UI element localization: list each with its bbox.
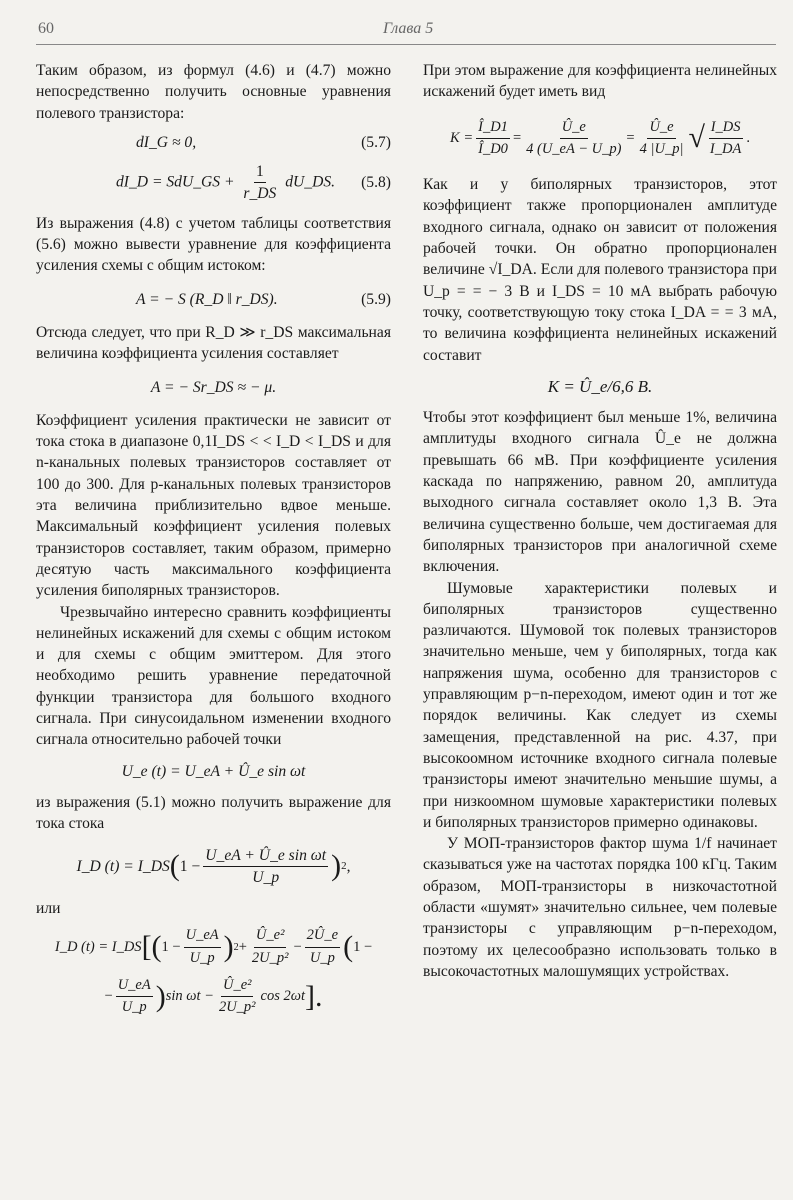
equation-distortion-value: K = Û_e/6,6 В. xyxy=(547,376,653,396)
paragraph: Таким образом, из формул (4.6) и (4.7) можно непосредственно получить основные уравнения полевого транзистора: xyxy=(36,62,391,122)
equation-expanded-line1: I_D (t) = I_DS [( 1 − $\frac{U\_eA}{U\_p}$ ) 2 + $\frac{\text{Û\_e²}}{\text{2U\_p²}}$ − $\frac{2Û\_e}{U\_p}$ ( 1 − xyxy=(36,925,391,969)
paragraph: Чрезвычайно интересно сравнить коэффициенты нелинейных искажений для схемы с общим истоком и для схемы с общим эмиттером. Для этого необходимо решить уравнение передаточной функции транзистора для большого входного сигнала. При синусоидальном изменении входного сигнала относительно рабочей точки xyxy=(36,603,391,749)
equation-expanded-line2: − $\frac{U\_eA}{U\_p}$ ) sin ωt − $\frac{\text{Û\_e²}}{\text{2U\_p²}}$ cos 2ωt ]. xyxy=(36,975,391,1019)
equation-number: (5.8) xyxy=(361,174,391,192)
equation-mu: A = − Sr_DS ≈ − μ. xyxy=(150,378,277,396)
paragraph: У МОП-транзисторов фактор шума 1/f начинает сказываться уже на частотах порядка 100 кГц. Таким образом, МОП-транзисторы в низкочастотной области «шумят» значительно сильнее, чем полевые транзисторы с управляющим p−n-переходом, поэтому их целесообразно использовать только в высокочастотных малошумящих устройствах. xyxy=(423,835,777,980)
paragraph: Чтобы этот коэффициент был меньше 1%, величина амплитуды входного сигнала Û_e не должна превышать 66 мВ. При коэффициенте усиления каскада по напряжению, равном 20, амплитуда выходного сигнала составляет около 1,3 В. Эта величина существенно больше, чем достигаемая для биполярных транзисторов при аналогичной схеме включения. xyxy=(423,409,777,576)
equation-5-9 xyxy=(36,289,391,310)
equation-lhs: I_D (t) = I_DS xyxy=(76,857,170,875)
equation-rhs: dU_DS. xyxy=(285,173,336,191)
paragraph: Как и у биполярных транзисторов, этот коэффициент также пропорционален амплитуде входного сигнала, однако он зависит от положения рабочей точки. Он обратно пропорционален величине √I_DA. Если для полевого транзистора при U_p = = − 3 В и I_DS = 10 мА выбрать рабочую точку, соответствующую току стока I_DA = = 3 мА, то величина коэффициента нелинейных искажений составит xyxy=(423,176,777,364)
paragraph: из выражения (5.1) можно получить выражение для тока стока xyxy=(36,793,391,833)
chapter-title: Глава 5 xyxy=(383,20,434,37)
fraction: $\frac{Û\_e}{4 |U\_p|}$ xyxy=(639,118,684,157)
paragraph: При этом выражение для коэффициента нелинейных искажений будет иметь вид xyxy=(423,62,777,101)
equation-body: dI_G ≈ 0, xyxy=(136,133,197,151)
paragraph: Коэффициент усиления практически не зависит от тока стока в диапазоне 0,1I_DS < < I_D < I_DS и для n-канальных полевых транзисторов составляет от 100 до 300. Для p-канальных полевых транзисторов эта величина приблизительно вдвое меньше. Максимальный коэффициент усиления полевых транзисторов составляет, таким образом, примерно десятую часть максимального коэффициента усиления биполярных транзисторов. xyxy=(36,411,391,600)
fraction: $\frac{\text{Û\_e²}}{\text{2U\_p²}}$ xyxy=(218,976,256,1016)
fraction: $\frac{1}{r\_DS}$ xyxy=(243,163,277,203)
paragraph: Из выражения (4.8) с учетом таблицы соответствия (5.6) можно вывести уравнение для коэффициента усиления схемы с общим истоком: xyxy=(36,214,391,275)
fraction: $\frac{2Û\_e}{U\_p}$ xyxy=(306,927,339,966)
equation-distortion: K = $\frac{Î\_D1}{Î\_D0}$ = $\frac{Û\_e}{4 (U\_eA - U\_p)}$ = $\frac{Û\_e}{4 |U\_p|}$ √ $\frac{I\_DS}{I\_DA}$ . xyxy=(423,117,777,161)
fraction: $\frac{Î\_D1}{Î\_D0}$ xyxy=(478,118,508,157)
fraction: $\frac{U\_eA}{U\_p}$ xyxy=(185,927,219,966)
paragraph: Отсюда следует, что при R_D ≫ r_DS максимальная величина коэффициента усиления составляет xyxy=(36,323,391,363)
right-column xyxy=(423,60,777,982)
equation-drain-current: I_D (t) = I_DS ( 1 − $\frac{\text{U\_eA + Û\_e sin ωt}}{U\_p}$ ) 2 , xyxy=(36,845,391,889)
equation-number: (5.9) xyxy=(361,290,391,308)
equation-lhs: dI_D = SdU_GS + xyxy=(116,173,235,191)
left-column xyxy=(36,60,391,1023)
paragraph: Шумовые характеристики полевых и биполярных транзисторов существенно различаются. Шумовой ток полевых транзисторов значительно меньше, чем у биполярных, тогда как напряжения шума, особенно для транзисторов с управляющим p−n-переходом, имеют один и тот же порядок величины. Как следует из схемы замещения, представленной на рис. 4.37, при высокоомном источнике входного сигнала полевые транзисторы имеют значительно меньшие шумы, а при низкоомном шумовые характеристики полевых и биполярных транзисторов примерно одинаковы. xyxy=(423,579,777,831)
fraction: $\frac{I\_DS}{I\_DA}$ xyxy=(709,118,742,157)
fraction: $\frac{Û\_e}{4 (U\_eA - U\_p)}$ xyxy=(526,118,622,157)
equation-number: (5.7) xyxy=(361,133,391,151)
page-number: 60 xyxy=(38,20,54,37)
equation-body: A = − S (R_D ‖ r_DS). xyxy=(136,290,278,308)
fraction: $\frac{U\_eA}{U\_p}$ xyxy=(117,976,151,1016)
fraction: $\frac{\text{Û\_e²}}{\text{2U\_p²}}$ xyxy=(251,927,289,966)
equation-5-7 xyxy=(36,132,391,153)
header-rule xyxy=(36,44,776,45)
equation-5-8 xyxy=(36,161,391,205)
equation-input-signal: U_e (t) = U_eA + Û_e sin ωt xyxy=(121,762,306,780)
paragraph: или xyxy=(36,900,61,918)
fraction: $\frac{\text{U\_eA + Û\_e sin ωt}}{U\_p}$ xyxy=(205,846,327,886)
